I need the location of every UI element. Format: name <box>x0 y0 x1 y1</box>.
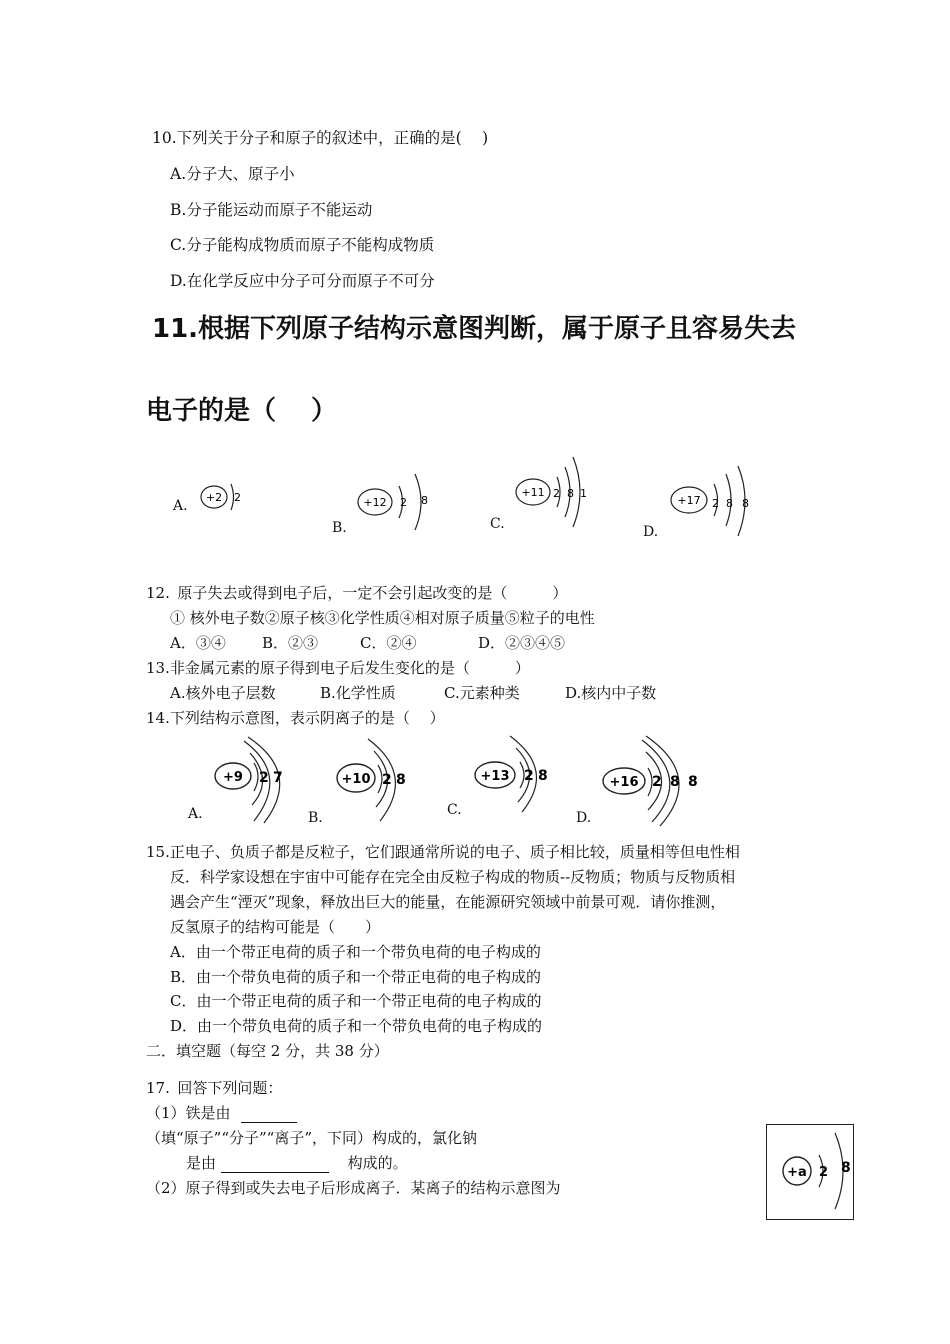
q11-diagram-d-label: D. <box>643 524 659 540</box>
q10-option-a: A.分子大、原子小 <box>170 165 295 183</box>
q11-c-shell1: 2 <box>553 487 560 500</box>
q17-part1-b-prefix: 是由 <box>186 1154 217 1172</box>
q14-c-shell2: 8 <box>538 768 548 784</box>
q17-part1-b-suffix: 构成的。 <box>347 1154 408 1172</box>
section-2-title: 二．填空题（每空 2 分，共 38 分） <box>146 1042 389 1060</box>
q11-d-shell3: 8 <box>742 497 749 510</box>
q17-ion-diagram <box>766 1124 854 1220</box>
q13-choice-c: C.元素种类 <box>444 684 520 702</box>
q12-choice-a: A．③④ <box>170 634 226 652</box>
q12-choice-c: C．②④ <box>360 634 417 652</box>
q14-a-nucleus: +9 <box>223 770 243 785</box>
q14-diagram-b <box>334 735 424 830</box>
q14-diagram-c-label: C. <box>447 802 462 818</box>
q17-part1-b <box>186 1153 408 1173</box>
q14-b-shell1: 2 <box>382 772 392 788</box>
q10-option-d: D.在化学反应中分子可分而原子不可分 <box>170 272 435 290</box>
q14-diagram-b-label: B. <box>308 810 323 826</box>
q15-line-2: 反．科学家设想在宇宙中可能存在完全由反粒子构成的物质--反物质；物质与反物质相 <box>170 868 736 886</box>
q14-b-nucleus: +10 <box>341 772 371 787</box>
q14-c-shell1: 2 <box>524 768 534 784</box>
q15-line-1: 15.正电子、负质子都是反粒子，它们跟通常所说的电子、质子相比较，质量相等但电性相 <box>146 843 740 861</box>
q14-diagram-c <box>472 732 562 817</box>
q11-b-shell1: 2 <box>400 496 407 509</box>
q14-c-nucleus: +13 <box>480 769 510 784</box>
q11-diagram-b-label: B. <box>332 520 347 536</box>
q11-diagram-a <box>198 478 258 518</box>
q11-a-nucleus: +2 <box>205 491 223 504</box>
q17-ion-shell2: 8 <box>841 1160 851 1176</box>
q11-d-shell1: 2 <box>712 497 719 510</box>
q11-c-nucleus: +11 <box>521 486 545 499</box>
q12-items: ① 核外电子数②原子核③化学性质④相对原子质量⑤粒子的电性 <box>170 609 595 627</box>
q14-d-shell2: 8 <box>670 774 680 790</box>
q14-diagram-d-label: D. <box>576 810 592 826</box>
q13-choice-d: D.核内中子数 <box>565 684 657 702</box>
q13-choice-a: A.核外电子层数 <box>170 684 276 702</box>
q15-line-4: 反氢原子的结构可能是（ ） <box>170 918 381 936</box>
q11-b-shell2: 8 <box>421 494 428 507</box>
q17-part1-cont: （填“原子”“分子”“离子”，下同）构成的，氯化钠 <box>146 1129 478 1147</box>
q11-a-shell1: 2 <box>234 491 241 504</box>
q14-stem: 14.下列结构示意图，表示阴离子的是（ ） <box>146 709 445 727</box>
q11-d-nucleus: +17 <box>677 494 701 507</box>
q14-d-shell3: 8 <box>688 774 698 790</box>
q17-part1-prefix: （1）铁是由 <box>146 1104 231 1122</box>
q14-a-shell2: 7 <box>273 770 283 786</box>
q13-stem: 13.非金属元素的原子得到电子后发生变化的是（ ） <box>146 659 530 677</box>
q15-option-b: B．由一个带负电荷的质子和一个带正电荷的电子构成的 <box>170 968 542 986</box>
q10-option-b: B.分子能运动而原子不能运动 <box>170 201 373 219</box>
q15-line-3: 遇会产生“湮灭”现象，释放出巨大的能量，在能源研究领域中前景可观．请你推测， <box>170 893 726 911</box>
q11-stem-line1: 11.根据下列原子结构示意图判断，属于原子且容易失去 <box>152 314 797 344</box>
q11-diagram-b <box>355 470 445 535</box>
q17-blank-1[interactable] <box>241 1106 297 1123</box>
q13-choice-b: B.化学性质 <box>320 684 396 702</box>
q11-d-shell2: 8 <box>726 497 733 510</box>
q17-part2: （2）原子得到或失去电子后形成离子．某离子的结构示意图为 <box>146 1179 561 1197</box>
q17-ion-shell1: 2 <box>819 1165 829 1180</box>
q17-blank-2[interactable] <box>221 1156 329 1173</box>
q12-stem: 12. 原子失去或得到电子后，一定不会引起改变的是（ ） <box>146 584 568 602</box>
q11-diagram-a-label: A. <box>173 498 188 514</box>
q11-c-shell2: 8 <box>567 487 574 500</box>
q11-diagram-d <box>668 462 763 542</box>
q14-d-shell1: 2 <box>652 774 662 790</box>
q15-option-a: A．由一个带正电荷的质子和一个带负电荷的电子构成的 <box>170 943 541 961</box>
q14-a-shell1: 2 <box>259 770 269 786</box>
q17-ion-nucleus: +a <box>787 1165 807 1180</box>
q17-stem: 17. 回答下列问题： <box>146 1079 283 1097</box>
q14-d-nucleus: +16 <box>609 775 639 790</box>
q17-part1 <box>146 1103 297 1123</box>
q11-c-shell3: 1 <box>580 487 587 500</box>
q11-diagram-c-label: C. <box>490 516 505 532</box>
q11-b-nucleus: +12 <box>363 496 387 509</box>
q12-choice-d: D．②③④⑤ <box>478 634 566 652</box>
q14-diagram-a <box>212 735 302 830</box>
q15-option-d: D．由一个带负电荷的质子和一个带负电荷的电子构成的 <box>170 1017 543 1035</box>
q15-option-c: C．由一个带正电荷的质子和一个带正电荷的电子构成的 <box>170 992 542 1010</box>
q10-option-c: C.分子能构成物质而原子不能构成物质 <box>170 236 435 254</box>
q10-stem: 10.下列关于分子和原子的叙述中，正确的是( ) <box>152 129 489 147</box>
q14-diagram-a-label: A. <box>188 806 203 822</box>
q12-choice-b: B．②③ <box>262 634 319 652</box>
q11-diagram-c <box>513 455 603 535</box>
q11-stem-line2: 电子的是（ ） <box>146 396 338 426</box>
q14-diagram-d <box>600 734 710 829</box>
q14-b-shell2: 8 <box>396 772 406 788</box>
